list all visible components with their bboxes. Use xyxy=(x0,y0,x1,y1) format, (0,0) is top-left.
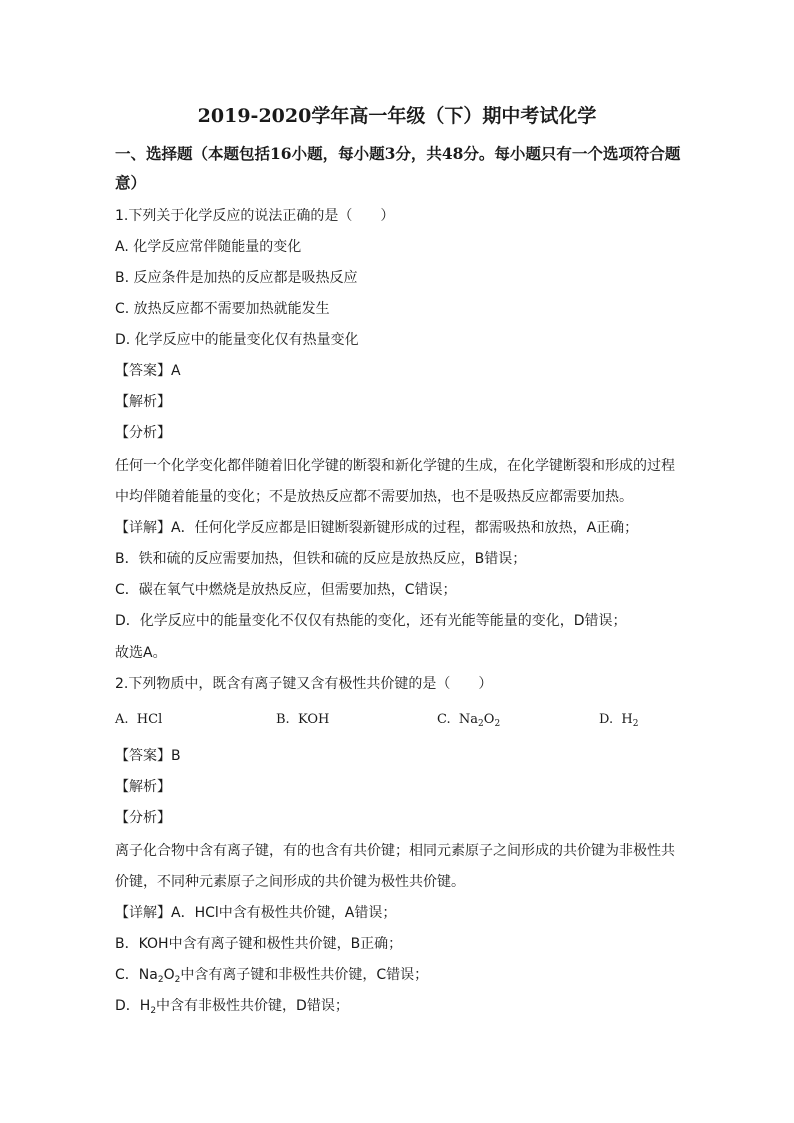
q1-option-b: B. 反应条件是加热的反应都是吸热反应 xyxy=(115,270,358,286)
q2-detail-b: B．KOH中含有离子键和极性共价键，B正确； xyxy=(115,936,403,952)
q2-option-b-formula: KOH xyxy=(297,712,330,727)
q1-answer-label: 【答案】 xyxy=(115,363,171,379)
section-heading: 一、选择题（本题包括16小题，每小题3分，共48分。每小题只有一个选项符合题意） xyxy=(115,144,681,192)
q2-option-a xyxy=(115,710,162,730)
q2-answer-value: B xyxy=(171,748,181,764)
q2-fenxi-line1: 离子化合物中含有离子键，有的也含有共价键；相同元素原子之间形成的共价键为非极性共 xyxy=(115,843,675,859)
q1-detail-a-text: A．任何化学反应都是旧键断裂新键形成的过程，都需吸热和放热，A正确； xyxy=(171,520,639,536)
q2-option-c xyxy=(437,710,500,730)
q1-answer xyxy=(115,361,181,381)
q1-detail-a xyxy=(115,518,638,538)
q1-answer-value: A xyxy=(171,363,181,379)
q2-detail-a xyxy=(115,903,396,923)
q2-detail-c: C．$Na_2O_2$中含有离子键和非极性共价键，C错误； xyxy=(115,967,429,985)
page-title: 2019-2020学年高一年级（下）期中考试化学 xyxy=(197,105,597,127)
q2-option-c-formula: $Na_2O_2$ xyxy=(458,712,501,729)
q2-detail-d: D．$H_2$中含有非极性共价键，D错误； xyxy=(115,998,349,1016)
q1-option-c: C. 放热反应都不需要加热就能发生 xyxy=(115,301,330,317)
q1-detail-c: C．碳在氧气中燃烧是放热反应，但需要加热，C错误； xyxy=(115,582,457,598)
q2-option-b-label: B. xyxy=(276,712,290,727)
q1-option-a: A. 化学反应常伴随能量的变化 xyxy=(115,239,302,255)
q2-answer-label: 【答案】 xyxy=(115,748,171,764)
q1-conclusion: 故选A。 xyxy=(115,645,167,661)
q2-option-a-formula: HCl xyxy=(136,712,163,727)
q1-stem: 1.下列关于化学反应的说法正确的是（ ） xyxy=(115,208,395,224)
q1-detail-label: 【详解】 xyxy=(115,520,171,536)
q2-option-d-label: D. xyxy=(599,712,614,727)
q1-fenxi-line2: 中均伴随着能量的变化；不是放热反应都不需要加热，也不是吸热反应都需要加热。 xyxy=(115,489,633,505)
q2-fenxi-label: 【分析】 xyxy=(115,810,171,826)
q2-answer xyxy=(115,746,181,766)
q1-option-d: D. 化学反应中的能量变化仅有热量变化 xyxy=(115,332,359,348)
q2-analysis-label: 【解析】 xyxy=(115,779,171,795)
q2-option-a-label: A. xyxy=(115,712,129,727)
q2-stem: 2.下列物质中，既含有离子键又含有极性共价键的是（ ） xyxy=(115,676,493,692)
q1-analysis-label: 【解析】 xyxy=(115,394,171,410)
q2-detail-label: 【详解】 xyxy=(115,905,171,921)
q1-detail-b: B．铁和硫的反应需要加热，但铁和硫的反应是放热反应，B错误； xyxy=(115,551,527,567)
q1-fenxi-label: 【分析】 xyxy=(115,425,171,441)
q2-fenxi-line2: 价键，不同种元素原子之间形成的共价键为极性共价键。 xyxy=(115,874,465,890)
q2-option-b xyxy=(276,710,329,730)
q2-option-c-label: C. xyxy=(437,712,451,727)
q1-detail-d: D．化学反应中的能量变化不仅仅有热能的变化，还有光能等能量的变化，D错误； xyxy=(115,613,627,629)
q2-option-d xyxy=(599,710,638,730)
q2-detail-a-text: A．HCl中含有极性共价键，A错误； xyxy=(171,905,397,921)
q1-fenxi-line1: 任何一个化学变化都伴随着旧化学键的断裂和新化学键的生成，在化学键断裂和形成的过程 xyxy=(115,458,675,474)
q2-option-d-formula: $H_2$ xyxy=(621,712,639,729)
